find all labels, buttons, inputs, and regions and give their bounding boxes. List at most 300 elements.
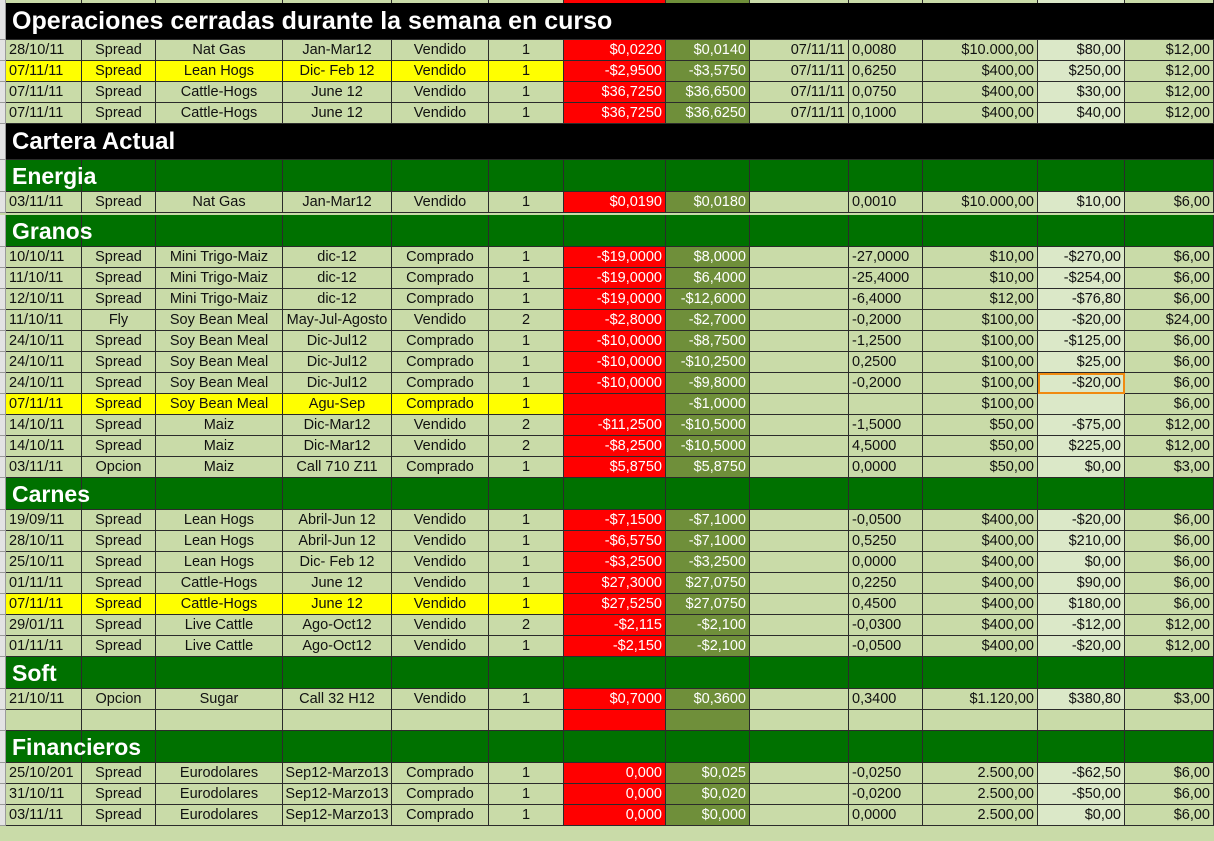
cell-multiplier[interactable]: $1.120,00 [923, 689, 1038, 710]
cell-close-date[interactable] [750, 436, 849, 457]
cell-empty[interactable] [489, 657, 564, 689]
cell-qty[interactable]: 1 [489, 192, 564, 213]
cell-current[interactable]: -$3,5750 [666, 61, 750, 82]
cell-date[interactable]: 19/09/11 [6, 510, 82, 531]
cell-empty[interactable] [156, 160, 283, 192]
cell-diff[interactable]: 0,0080 [849, 40, 923, 61]
cell-empty[interactable] [6, 710, 82, 731]
cell-qty[interactable]: 1 [489, 373, 564, 394]
cell-empty[interactable] [1038, 215, 1125, 247]
cell-commodity[interactable]: Cattle-Hogs [156, 82, 283, 103]
cell-multiplier[interactable]: 2.500,00 [923, 805, 1038, 826]
cell-side[interactable]: Comprado [392, 457, 489, 478]
cell-qty[interactable]: 1 [489, 510, 564, 531]
cell-pnl[interactable]: -$254,00 [1038, 268, 1125, 289]
cell-current[interactable]: -$3,2500 [666, 552, 750, 573]
cell-commodity[interactable]: Live Cattle [156, 636, 283, 657]
cell-current[interactable]: $27,0750 [666, 573, 750, 594]
cell-entry[interactable]: $5,8750 [564, 457, 666, 478]
cell-commission[interactable]: $6,00 [1125, 331, 1214, 352]
cell-date[interactable]: 01/11/11 [6, 636, 82, 657]
cell-commission[interactable]: $6,00 [1125, 552, 1214, 573]
cell-empty[interactable] [1125, 710, 1214, 731]
cell-entry[interactable] [564, 394, 666, 415]
cell-close-date[interactable] [750, 310, 849, 331]
cell-empty[interactable] [564, 478, 666, 510]
cell-contract[interactable]: Call 32 H12 [283, 689, 392, 710]
cell-commission[interactable]: $12,00 [1125, 415, 1214, 436]
cell-pnl[interactable]: $90,00 [1038, 573, 1125, 594]
cell-close-date[interactable] [750, 636, 849, 657]
cell-empty[interactable] [1038, 657, 1125, 689]
cell-commission[interactable]: $12,00 [1125, 615, 1214, 636]
cell-close-date[interactable] [750, 373, 849, 394]
cell-multiplier[interactable]: $400,00 [923, 531, 1038, 552]
cell-side[interactable]: Vendido [392, 415, 489, 436]
cell-close-date[interactable]: 07/11/11 [750, 82, 849, 103]
cell-empty[interactable] [564, 215, 666, 247]
cell-commission[interactable]: $6,00 [1125, 268, 1214, 289]
cell-empty[interactable] [666, 710, 750, 731]
cell-commission[interactable]: $6,00 [1125, 192, 1214, 213]
cell-empty[interactable] [82, 710, 156, 731]
cell-diff[interactable]: 0,1000 [849, 103, 923, 124]
cell-contract[interactable]: Dic-Jul12 [283, 331, 392, 352]
cell-date[interactable]: 07/11/11 [6, 61, 82, 82]
cell-empty[interactable] [392, 124, 489, 160]
cell-commodity[interactable]: Nat Gas [156, 192, 283, 213]
cell-empty[interactable] [750, 478, 849, 510]
cell-side[interactable]: Vendido [392, 689, 489, 710]
cell-type[interactable]: Spread [82, 636, 156, 657]
cell-qty[interactable]: 1 [489, 805, 564, 826]
cell-multiplier[interactable]: 2.500,00 [923, 763, 1038, 784]
cell-diff[interactable]: -0,0500 [849, 510, 923, 531]
cell-side[interactable]: Vendido [392, 510, 489, 531]
cell-multiplier[interactable]: $400,00 [923, 615, 1038, 636]
cell-multiplier[interactable]: $50,00 [923, 457, 1038, 478]
cell-close-date[interactable]: 07/11/11 [750, 40, 849, 61]
cell-empty[interactable] [283, 478, 392, 510]
cell-diff[interactable]: 0,0010 [849, 192, 923, 213]
cell-commodity[interactable]: Soy Bean Meal [156, 310, 283, 331]
cell-empty[interactable] [283, 731, 392, 763]
cell-empty[interactable] [1038, 3, 1125, 40]
cell-multiplier[interactable]: $400,00 [923, 61, 1038, 82]
cell-entry[interactable]: 0,000 [564, 784, 666, 805]
cell-contract[interactable]: Jan-Mar12 [283, 192, 392, 213]
cell-type[interactable]: Spread [82, 805, 156, 826]
cell-current[interactable]: $8,0000 [666, 247, 750, 268]
cell-close-date[interactable] [750, 573, 849, 594]
cell-pnl[interactable]: $0,00 [1038, 552, 1125, 573]
cell-current[interactable]: -$12,6000 [666, 289, 750, 310]
cell-side[interactable]: Vendido [392, 192, 489, 213]
cell-empty[interactable] [489, 124, 564, 160]
cell-contract[interactable]: Dic-Mar12 [283, 415, 392, 436]
cell-commodity[interactable]: Maiz [156, 436, 283, 457]
cell-empty[interactable] [750, 160, 849, 192]
cell-contract[interactable]: Dic-Jul12 [283, 373, 392, 394]
cell-diff[interactable]: -25,4000 [849, 268, 923, 289]
cell-empty[interactable] [666, 3, 750, 40]
cell-qty[interactable]: 1 [489, 331, 564, 352]
cell-qty[interactable]: 2 [489, 615, 564, 636]
cell-diff[interactable]: 0,0000 [849, 552, 923, 573]
cell-empty[interactable] [156, 478, 283, 510]
cell-current[interactable]: -$7,1000 [666, 531, 750, 552]
cell-commission[interactable]: $12,00 [1125, 82, 1214, 103]
cell-pnl[interactable]: $40,00 [1038, 103, 1125, 124]
cell-empty[interactable] [392, 478, 489, 510]
cell-empty[interactable] [666, 478, 750, 510]
cell-commodity[interactable]: Mini Trigo-Maiz [156, 289, 283, 310]
cell-close-date[interactable] [750, 531, 849, 552]
cell-diff[interactable]: -0,0200 [849, 784, 923, 805]
cell-date[interactable]: 11/10/11 [6, 310, 82, 331]
cell-current[interactable]: -$8,7500 [666, 331, 750, 352]
cell-multiplier[interactable]: $100,00 [923, 352, 1038, 373]
cell-pnl[interactable]: -$20,00 [1038, 373, 1125, 394]
cell-close-date[interactable] [750, 331, 849, 352]
cell-side[interactable]: Vendido [392, 310, 489, 331]
cell-commodity[interactable]: Eurodolares [156, 805, 283, 826]
cell-current[interactable]: -$2,100 [666, 636, 750, 657]
cell-entry[interactable]: -$8,2500 [564, 436, 666, 457]
cell-commodity[interactable]: Eurodolares [156, 763, 283, 784]
cell-pnl[interactable]: $80,00 [1038, 40, 1125, 61]
cell-close-date[interactable] [750, 192, 849, 213]
cell-type[interactable]: Spread [82, 268, 156, 289]
cell-empty[interactable] [1125, 215, 1214, 247]
cell-qty[interactable]: 1 [489, 103, 564, 124]
cell-empty[interactable] [156, 215, 283, 247]
cell-date[interactable]: 03/11/11 [6, 192, 82, 213]
cell-close-date[interactable] [750, 552, 849, 573]
cell-empty[interactable] [1125, 160, 1214, 192]
cell-empty[interactable] [489, 710, 564, 731]
cell-empty[interactable] [283, 124, 392, 160]
cell-pnl[interactable]: -$76,80 [1038, 289, 1125, 310]
cell-pnl[interactable]: $0,00 [1038, 457, 1125, 478]
cell-empty[interactable] [923, 478, 1038, 510]
cell-type[interactable]: Spread [82, 394, 156, 415]
cell-empty[interactable] [392, 215, 489, 247]
cell-empty[interactable] [392, 710, 489, 731]
cell-empty[interactable] [923, 3, 1038, 40]
cell-contract[interactable]: June 12 [283, 82, 392, 103]
cell-commission[interactable]: $12,00 [1125, 40, 1214, 61]
cell-multiplier[interactable]: $100,00 [923, 310, 1038, 331]
cell-multiplier[interactable]: $50,00 [923, 415, 1038, 436]
cell-empty[interactable] [283, 160, 392, 192]
cell-pnl[interactable]: $10,00 [1038, 192, 1125, 213]
cell-side[interactable]: Comprado [392, 394, 489, 415]
cell-type[interactable]: Spread [82, 415, 156, 436]
cell-date[interactable]: 11/10/11 [6, 268, 82, 289]
cell-type[interactable]: Spread [82, 552, 156, 573]
cell-pnl[interactable]: $30,00 [1038, 82, 1125, 103]
cell-diff[interactable]: -0,0250 [849, 763, 923, 784]
cell-type[interactable]: Spread [82, 192, 156, 213]
cell-type[interactable]: Opcion [82, 457, 156, 478]
cell-commission[interactable]: $6,00 [1125, 352, 1214, 373]
cell-commodity[interactable]: Soy Bean Meal [156, 394, 283, 415]
cell-date[interactable]: 28/10/11 [6, 531, 82, 552]
cell-pnl[interactable]: $225,00 [1038, 436, 1125, 457]
cell-entry[interactable]: -$19,0000 [564, 268, 666, 289]
cell-empty[interactable] [156, 731, 283, 763]
cell-empty[interactable] [849, 3, 923, 40]
cell-date[interactable]: 07/11/11 [6, 82, 82, 103]
cell-qty[interactable]: 1 [489, 247, 564, 268]
cell-close-date[interactable] [750, 805, 849, 826]
cell-close-date[interactable] [750, 689, 849, 710]
cell-qty[interactable]: 1 [489, 573, 564, 594]
cell-empty[interactable] [923, 731, 1038, 763]
cell-multiplier[interactable]: $400,00 [923, 510, 1038, 531]
cell-empty[interactable] [489, 160, 564, 192]
cell-type[interactable]: Spread [82, 82, 156, 103]
cell-empty[interactable] [489, 478, 564, 510]
cell-date[interactable]: 24/10/11 [6, 373, 82, 394]
cell-side[interactable]: Vendido [392, 103, 489, 124]
cell-empty[interactable] [82, 657, 156, 689]
cell-current[interactable]: -$10,5000 [666, 415, 750, 436]
cell-empty[interactable] [849, 124, 923, 160]
cell-close-date[interactable] [750, 763, 849, 784]
cell-diff[interactable]: 0,4500 [849, 594, 923, 615]
cell-empty[interactable] [392, 160, 489, 192]
cell-entry[interactable]: $36,7250 [564, 82, 666, 103]
cell-diff[interactable]: 0,3400 [849, 689, 923, 710]
cell-qty[interactable]: 1 [489, 531, 564, 552]
cell-type[interactable]: Spread [82, 784, 156, 805]
cell-entry[interactable]: -$11,2500 [564, 415, 666, 436]
cell-multiplier[interactable]: $400,00 [923, 103, 1038, 124]
cell-current[interactable]: $36,6500 [666, 82, 750, 103]
cell-multiplier[interactable]: $50,00 [923, 436, 1038, 457]
cell-empty[interactable] [392, 731, 489, 763]
cell-empty[interactable] [564, 710, 666, 731]
cell-commission[interactable]: $6,00 [1125, 805, 1214, 826]
cell-multiplier[interactable]: $400,00 [923, 636, 1038, 657]
cell-pnl[interactable]: -$75,00 [1038, 415, 1125, 436]
cell-multiplier[interactable]: $10.000,00 [923, 192, 1038, 213]
cell-empty[interactable] [283, 657, 392, 689]
cell-qty[interactable]: 1 [489, 352, 564, 373]
cell-diff[interactable]: -0,0500 [849, 636, 923, 657]
cell-diff[interactable]: 4,5000 [849, 436, 923, 457]
cell-type[interactable]: Spread [82, 531, 156, 552]
cell-contract[interactable]: Sep12-Marzo13 [283, 784, 392, 805]
cell-diff[interactable]: -1,2500 [849, 331, 923, 352]
cell-close-date[interactable] [750, 615, 849, 636]
cell-empty[interactable] [666, 731, 750, 763]
cell-contract[interactable]: June 12 [283, 594, 392, 615]
cell-type[interactable]: Spread [82, 510, 156, 531]
cell-diff[interactable]: -0,0300 [849, 615, 923, 636]
cell-entry[interactable]: -$2,150 [564, 636, 666, 657]
cell-diff[interactable]: -0,2000 [849, 373, 923, 394]
cell-commission[interactable]: $24,00 [1125, 310, 1214, 331]
cell-empty[interactable] [1038, 710, 1125, 731]
cell-empty[interactable] [564, 124, 666, 160]
cell-type[interactable]: Fly [82, 310, 156, 331]
cell-side[interactable]: Comprado [392, 331, 489, 352]
cell-contract[interactable]: Sep12-Marzo13 [283, 805, 392, 826]
cell-pnl[interactable]: -$20,00 [1038, 636, 1125, 657]
cell-diff[interactable]: 0,6250 [849, 61, 923, 82]
cell-pnl[interactable]: $250,00 [1038, 61, 1125, 82]
cell-empty[interactable] [392, 657, 489, 689]
cell-commission[interactable]: $6,00 [1125, 763, 1214, 784]
cell-qty[interactable]: 2 [489, 415, 564, 436]
cell-qty[interactable]: 1 [489, 394, 564, 415]
cell-entry[interactable]: -$2,9500 [564, 61, 666, 82]
cell-side[interactable]: Vendido [392, 573, 489, 594]
cell-close-date[interactable] [750, 510, 849, 531]
cell-empty[interactable] [849, 160, 923, 192]
cell-diff[interactable]: 0,2500 [849, 352, 923, 373]
cell-entry[interactable]: 0,000 [564, 763, 666, 784]
cell-commission[interactable]: $6,00 [1125, 247, 1214, 268]
cell-commission[interactable]: $6,00 [1125, 573, 1214, 594]
cell-close-date[interactable] [750, 784, 849, 805]
cell-date[interactable]: 01/11/11 [6, 573, 82, 594]
cell-commission[interactable]: $3,00 [1125, 689, 1214, 710]
cell-type[interactable]: Spread [82, 615, 156, 636]
cell-multiplier[interactable]: $100,00 [923, 373, 1038, 394]
cell-commodity[interactable]: Cattle-Hogs [156, 594, 283, 615]
cell-commodity[interactable]: Mini Trigo-Maiz [156, 268, 283, 289]
cell-commodity[interactable]: Live Cattle [156, 615, 283, 636]
cell-side[interactable]: Comprado [392, 805, 489, 826]
cell-empty[interactable] [1125, 657, 1214, 689]
cell-entry[interactable]: -$10,0000 [564, 373, 666, 394]
cell-entry[interactable]: $27,3000 [564, 573, 666, 594]
cell-side[interactable]: Vendido [392, 40, 489, 61]
cell-empty[interactable] [564, 160, 666, 192]
cell-close-date[interactable] [750, 415, 849, 436]
cell-contract[interactable]: Dic- Feb 12 [283, 61, 392, 82]
cell-entry[interactable]: $0,0190 [564, 192, 666, 213]
cell-empty[interactable] [849, 710, 923, 731]
cell-entry[interactable]: $27,5250 [564, 594, 666, 615]
cell-diff[interactable]: 0,0000 [849, 805, 923, 826]
cell-type[interactable]: Spread [82, 436, 156, 457]
cell-current[interactable]: $36,6250 [666, 103, 750, 124]
cell-side[interactable]: Comprado [392, 352, 489, 373]
cell-empty[interactable] [849, 657, 923, 689]
cell-date[interactable]: 12/10/11 [6, 289, 82, 310]
cell-diff[interactable]: 0,0000 [849, 457, 923, 478]
cell-empty[interactable] [923, 124, 1038, 160]
cell-multiplier[interactable]: $10.000,00 [923, 40, 1038, 61]
cell-current[interactable]: $0,3600 [666, 689, 750, 710]
cell-pnl[interactable]: -$62,50 [1038, 763, 1125, 784]
cell-commodity[interactable]: Maiz [156, 457, 283, 478]
cell-empty[interactable] [564, 657, 666, 689]
cell-side[interactable]: Vendido [392, 552, 489, 573]
cell-commodity[interactable]: Cattle-Hogs [156, 573, 283, 594]
cell-current[interactable]: $27,0750 [666, 594, 750, 615]
cell-pnl[interactable]: -$125,00 [1038, 331, 1125, 352]
cell-commodity[interactable]: Cattle-Hogs [156, 103, 283, 124]
cell-type[interactable]: Spread [82, 573, 156, 594]
cell-date[interactable]: 25/10/11 [6, 552, 82, 573]
cell-pnl[interactable]: $210,00 [1038, 531, 1125, 552]
cell-type[interactable]: Spread [82, 594, 156, 615]
cell-empty[interactable] [1125, 478, 1214, 510]
cell-entry[interactable]: -$2,115 [564, 615, 666, 636]
cell-side[interactable]: Comprado [392, 763, 489, 784]
cell-empty[interactable] [156, 710, 283, 731]
cell-empty[interactable] [283, 710, 392, 731]
cell-close-date[interactable]: 07/11/11 [750, 61, 849, 82]
cell-diff[interactable]: 0,0750 [849, 82, 923, 103]
cell-empty[interactable] [1038, 124, 1125, 160]
cell-close-date[interactable]: 07/11/11 [750, 103, 849, 124]
cell-close-date[interactable] [750, 268, 849, 289]
cell-side[interactable]: Comprado [392, 373, 489, 394]
cell-commission[interactable]: $12,00 [1125, 61, 1214, 82]
cell-empty[interactable] [82, 215, 156, 247]
cell-commission[interactable]: $6,00 [1125, 510, 1214, 531]
cell-type[interactable]: Spread [82, 103, 156, 124]
cell-commission[interactable]: $12,00 [1125, 103, 1214, 124]
cell-date[interactable]: 28/10/11 [6, 40, 82, 61]
cell-empty[interactable] [849, 215, 923, 247]
cell-date[interactable]: 14/10/11 [6, 415, 82, 436]
cell-side[interactable]: Comprado [392, 289, 489, 310]
cell-commodity[interactable]: Sugar [156, 689, 283, 710]
cell-empty[interactable] [750, 731, 849, 763]
cell-multiplier[interactable]: $400,00 [923, 552, 1038, 573]
cell-pnl[interactable]: $0,00 [1038, 805, 1125, 826]
cell-current[interactable]: -$10,2500 [666, 352, 750, 373]
cell-side[interactable]: Comprado [392, 268, 489, 289]
cell-close-date[interactable] [750, 352, 849, 373]
cell-commodity[interactable]: Soy Bean Meal [156, 331, 283, 352]
cell-qty[interactable]: 1 [489, 82, 564, 103]
cell-pnl[interactable]: -$20,00 [1038, 510, 1125, 531]
cell-contract[interactable]: dic-12 [283, 247, 392, 268]
cell-qty[interactable]: 1 [489, 289, 564, 310]
cell-commission[interactable]: $3,00 [1125, 457, 1214, 478]
cell-contract[interactable]: Dic-Jul12 [283, 352, 392, 373]
cell-commodity[interactable]: Lean Hogs [156, 61, 283, 82]
cell-entry[interactable]: -$6,5750 [564, 531, 666, 552]
cell-multiplier[interactable]: $100,00 [923, 394, 1038, 415]
cell-close-date[interactable] [750, 394, 849, 415]
cell-contract[interactable]: June 12 [283, 103, 392, 124]
cell-multiplier[interactable]: $400,00 [923, 594, 1038, 615]
cell-contract[interactable]: dic-12 [283, 268, 392, 289]
cell-empty[interactable] [849, 731, 923, 763]
cell-contract[interactable]: Abril-Jun 12 [283, 531, 392, 552]
cell-empty[interactable] [750, 710, 849, 731]
cell-diff[interactable] [849, 394, 923, 415]
cell-empty[interactable] [666, 657, 750, 689]
cell-side[interactable]: Vendido [392, 594, 489, 615]
cell-current[interactable]: $6,4000 [666, 268, 750, 289]
cell-commission[interactable]: $6,00 [1125, 531, 1214, 552]
cell-empty[interactable] [82, 478, 156, 510]
cell-qty[interactable]: 1 [489, 552, 564, 573]
cell-type[interactable]: Spread [82, 352, 156, 373]
cell-entry[interactable]: $0,0220 [564, 40, 666, 61]
